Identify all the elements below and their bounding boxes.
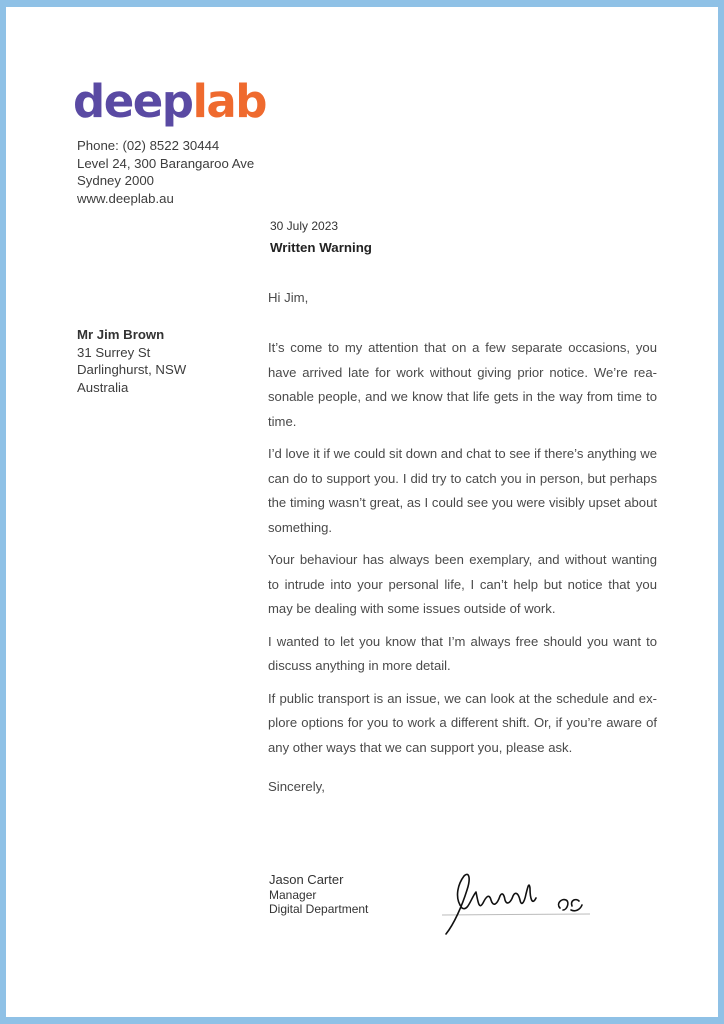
recipient-country: Australia [77,379,129,395]
company-website: www.deeplab.au [77,190,174,206]
handwritten-signature [440,866,600,938]
recipient-street: 31 Surrey St [77,344,151,360]
signature-stroke [446,874,536,934]
sender-block [269,871,368,916]
logo-text-lab: lab [192,75,266,128]
body-paragraph: Your behaviour has always been exemplary, and without wanting to intrude into your personal life, I can’t help but notice that you may be dealing with some issues outside of work. [268,552,657,616]
letter-body [268,336,657,768]
sender-department: Digital Department [269,902,369,916]
company-contact-block [77,137,254,207]
company-address-line1: Level 24, 300 Barangaroo Ave [77,155,255,171]
letter-greeting: Hi Jim, [268,290,309,305]
signature-stroke-tail [559,900,582,911]
recipient-suburb: Darlinghurst, NSW [77,362,187,377]
body-paragraph: I wanted to let you know that I’m always free should you want to discuss anything in more detail. [268,633,657,673]
sender-name: Jason Carter [269,872,344,887]
company-phone: Phone: (02) 8522 30444 [77,138,220,153]
letter-date: 30 July 2023 [270,219,339,233]
recipient-name: Mr Jim Brown [77,327,165,342]
letter-subject: Written Warning [270,240,372,255]
sender-title: Manager [269,888,317,902]
logo-text-deep: deep [73,75,193,128]
body-paragraph: I’d love it if we could sit down and chat to see if there’s anything we can do to support you. I did try to catch you in person, but perhaps the timing wasn’t great, as I could see you were visibly upset about something. [268,446,657,535]
company-address-line2: Sydney 2000 [77,173,154,188]
company-logo [73,76,266,128]
recipient-address-block [77,326,186,396]
signature-baseline [442,914,590,915]
body-paragraph: It’s come to my attention that on a few separate occasions, you have arrived late for work without giving prior notice. We’re reasonable people, and we know that life gets in the way from time to time. [268,340,657,429]
letter-closing: Sincerely, [268,779,325,794]
body-paragraph: If public transport is an issue, we can look at the schedule and explore options for you to work a different shift. Or, if you’re aware of any other ways that we can support you, please ask. [268,690,657,755]
